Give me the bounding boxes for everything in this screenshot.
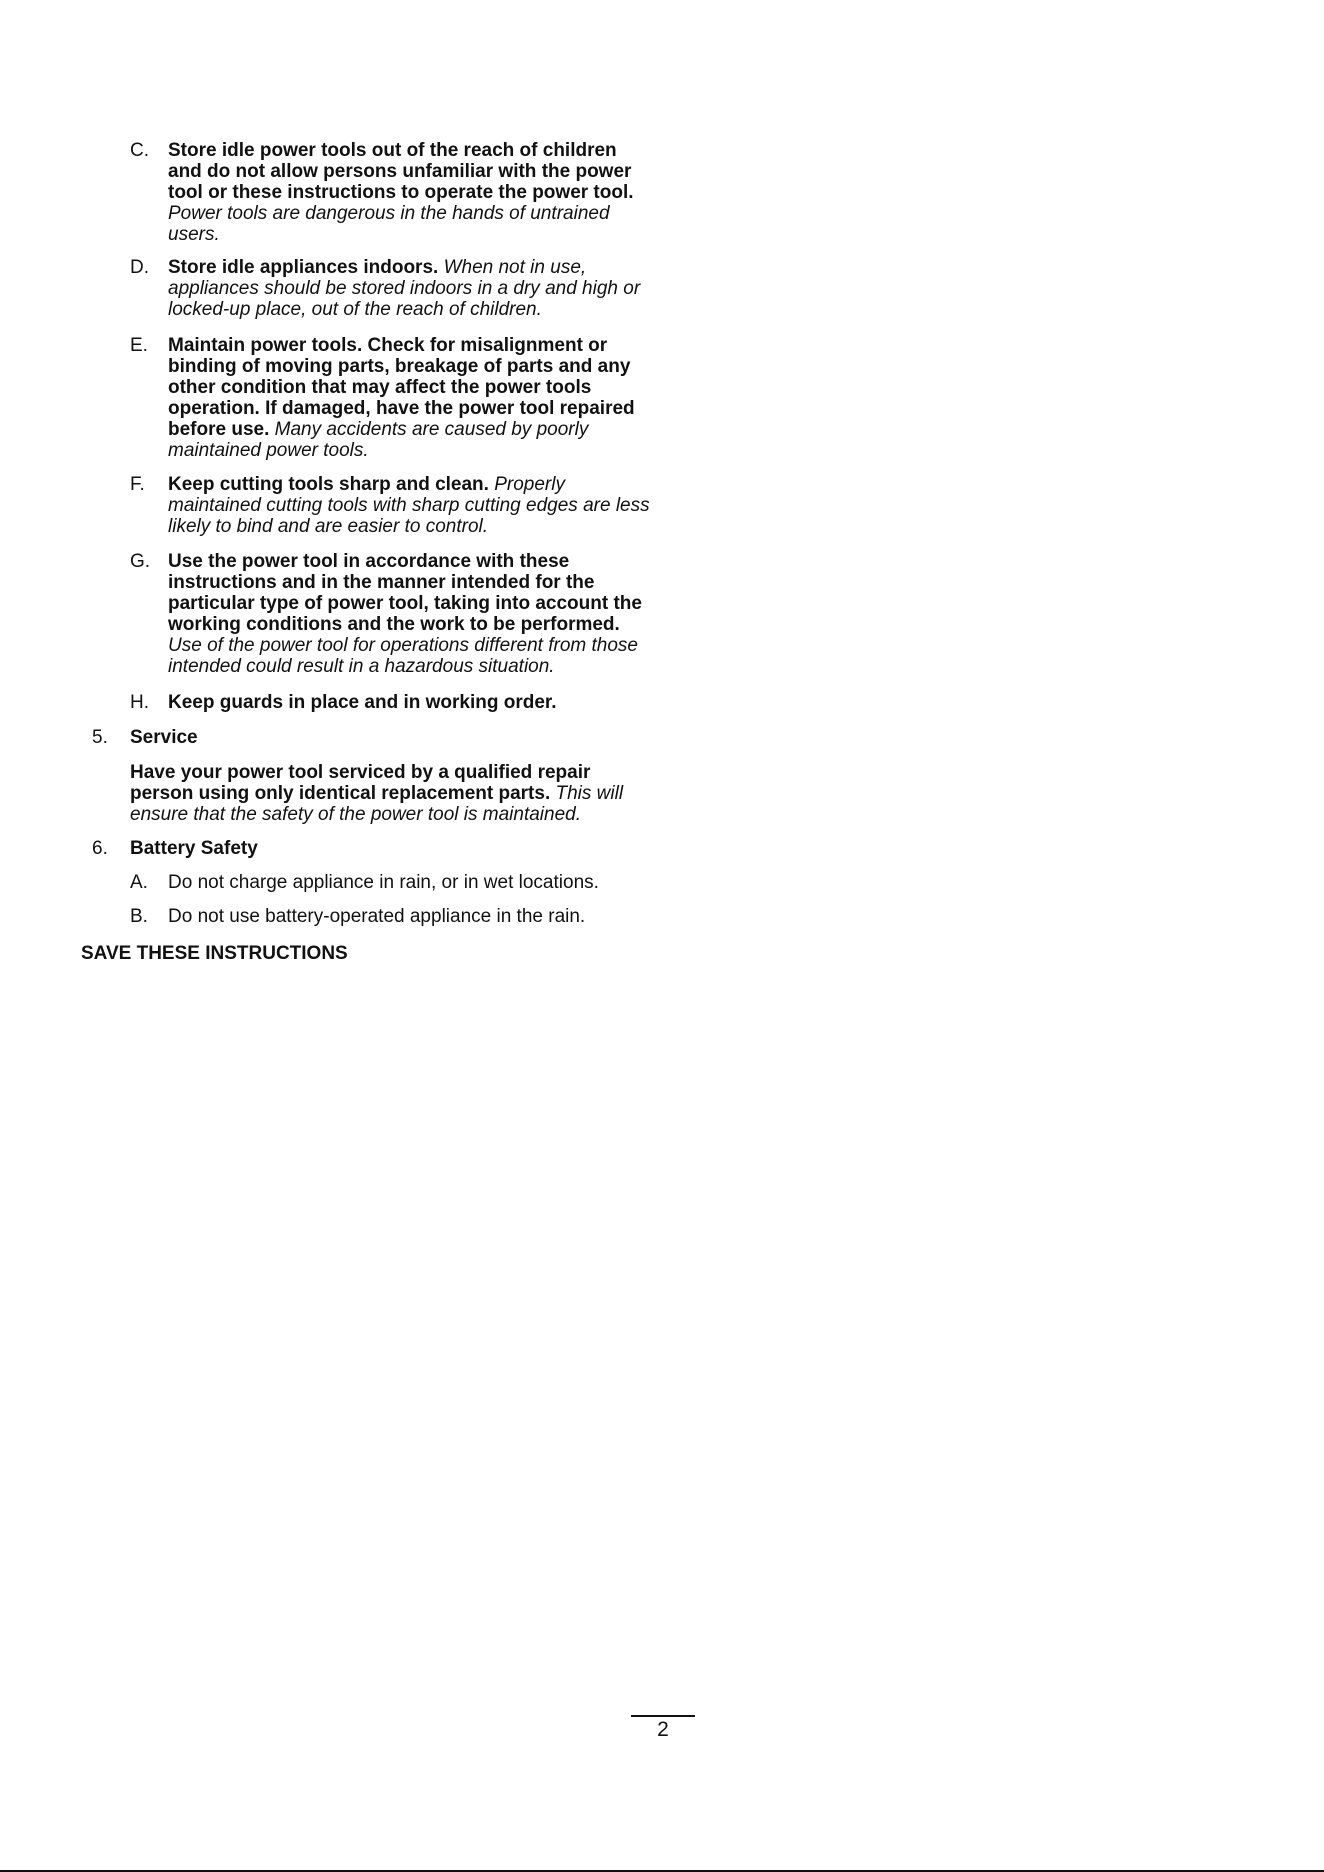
battery-item-b — [130, 906, 650, 927]
service-bold-text: Have your power tool serviced by a qualified repair person using only identical replacement parts. — [130, 762, 591, 804]
section-number: 5. — [92, 727, 108, 748]
item-label: B. — [130, 906, 148, 927]
item-bold-text: Store idle appliances indoors. — [168, 257, 439, 278]
list-item-h — [130, 692, 650, 713]
section-service-heading — [92, 727, 652, 748]
section-number: 6. — [92, 838, 108, 859]
page-number-rule — [631, 1715, 695, 1717]
section-title: Battery Safety — [130, 838, 258, 859]
item-italic-text: Properly maintained cutting tools with sharp cutting edges are less likely to bind and are easier to control. — [168, 474, 650, 537]
item-bold-text: Store idle power tools out of the reach of children and do not allow persons unfamiliar with the power tool or these instructions to operate the power tool. — [168, 140, 634, 203]
item-text: Do not use battery-operated appliance in the rain. — [168, 906, 586, 927]
item-label: D. — [130, 257, 149, 278]
item-bold-text: Keep guards in place and in working order. — [168, 692, 557, 713]
list-item-e — [130, 335, 650, 461]
item-label: H. — [130, 692, 149, 713]
item-italic-text: When not in use, appliances should be stored indoors in a dry and high or locked-up place, out of the reach of children. — [168, 257, 641, 320]
item-text: Do not charge appliance in rain, or in wet locations. — [168, 872, 599, 893]
service-italic-text: This will ensure that the safety of the power tool is maintained. — [130, 783, 624, 825]
item-italic-text: Power tools are dangerous in the hands of untrained users. — [168, 203, 610, 245]
list-item-d — [130, 257, 650, 320]
item-bold-text: Maintain power tools. Check for misalignment or binding of moving parts, breakage of parts and any other condition that may affect the power tools operation. If damaged, have the power tool repaired before use. — [168, 335, 635, 440]
service-paragraph — [130, 762, 650, 825]
item-bold-text: Keep cutting tools sharp and clean. — [168, 474, 489, 495]
item-italic-text: Many accidents are caused by poorly maintained power tools. — [168, 419, 589, 461]
item-italic-text: Use of the power tool for operations different from those intended could result in a hazardous situation. — [168, 635, 638, 677]
item-label: C. — [130, 140, 149, 161]
item-label: F. — [130, 474, 145, 495]
item-label: G. — [130, 551, 151, 572]
save-instructions-heading: SAVE THESE INSTRUCTIONS — [81, 943, 348, 964]
page-number: 2 — [657, 1718, 669, 1741]
section-battery-heading — [92, 838, 652, 859]
item-label: A. — [130, 872, 148, 893]
list-item-f — [130, 474, 650, 537]
item-bold-text: Use the power tool in accordance with these instructions and in the manner intended for the particular type of power tool, taking into account the working conditions and the work to be performed. — [168, 551, 642, 635]
item-label: E. — [130, 335, 148, 356]
list-item-g — [130, 551, 650, 677]
list-item-c — [130, 140, 650, 245]
battery-item-a — [130, 872, 650, 893]
section-title: Service — [130, 727, 198, 748]
